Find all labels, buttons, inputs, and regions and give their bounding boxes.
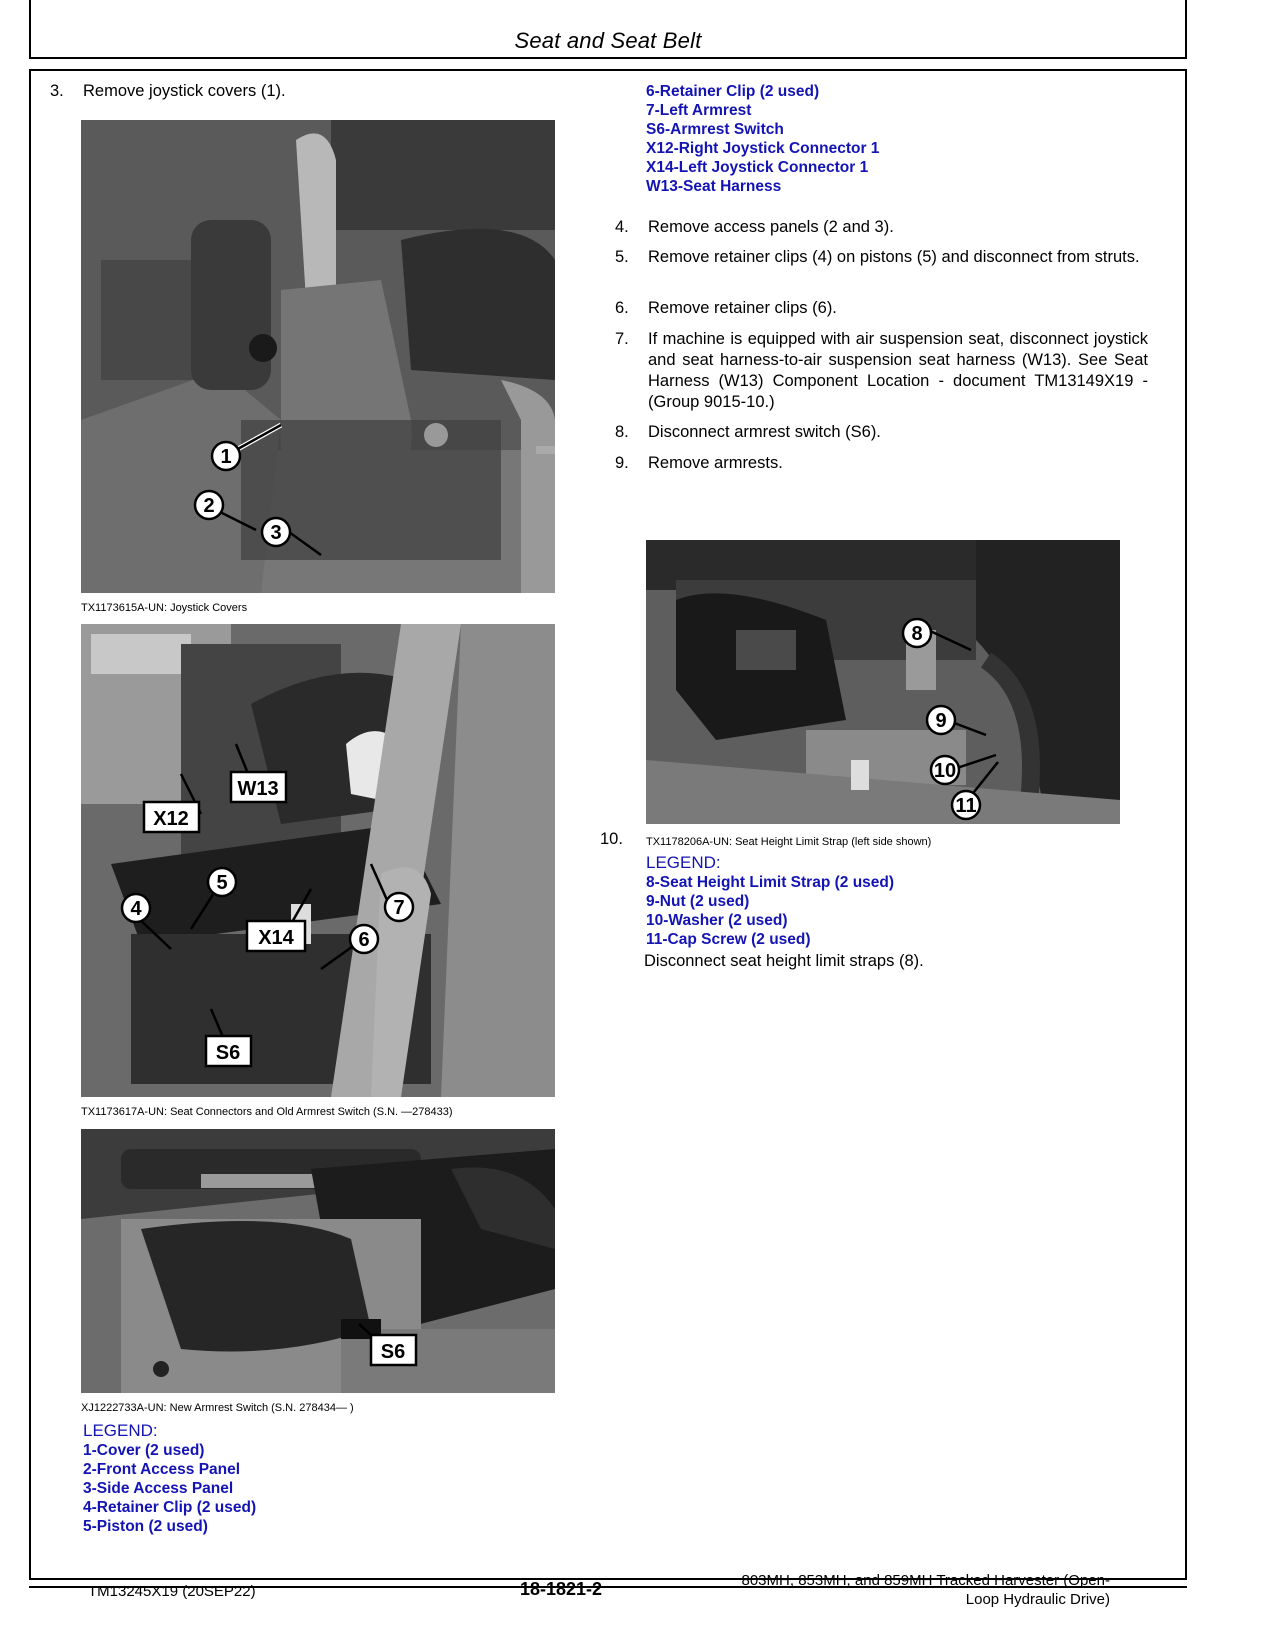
callout-8-label: 8 [911,623,923,645]
callout-x12-label: X12 [153,808,189,830]
seat-connectors-photo [81,624,555,1097]
page-title: Seat and Seat Belt [514,28,702,53]
step-7 [615,329,1150,415]
step-text: If machine is equipped with air suspension seat, disconnect joystick and seat harness-to-air suspension seat harness (W13). See Seat Harness (W13) Component Location - document TM13149X19 - (Group 9015-10.) [648,330,1148,411]
step-number: 4. [615,218,629,236]
legend-item: 3-Side Access Panel [83,1480,234,1497]
legend-item: X12-Right Joystick Connector 1 [646,140,880,157]
footer-machine-line1: 803MH, 853MH, and 859MH Tracked Harvester (Open- [741,1572,1110,1589]
legend-list-continued [646,82,1146,196]
callout-11-label: 11 [955,795,977,817]
step-6 [615,298,1150,320]
legend-item: 8-Seat Height Limit Strap (2 used) [646,874,895,891]
legend-heading: LEGEND: [646,853,721,872]
step-text: Remove joystick covers (1). [83,82,286,100]
step-3 [50,81,550,103]
callout-1-label: 1 [220,446,232,468]
step-9 [615,453,1150,475]
legend-item: 10-Washer (2 used) [646,912,788,929]
step-text: Disconnect armrest switch (S6). [648,423,881,441]
legend-heading: LEGEND: [83,1421,158,1440]
step-10-number: 10. [600,830,623,848]
figure-caption: TX1173617A-UN: Seat Connectors and Old Armrest Switch (S.N. —278433) [81,1106,453,1118]
step-text: Remove retainer clips (4) on pistons (5) and disconnect from struts. [648,248,1140,266]
step-number: 8. [615,423,629,441]
callout-7-label: 7 [393,897,405,919]
figure-caption: XJ1222733A-UN: New Armrest Switch (S.N. 278434— ) [81,1402,354,1414]
step-10-text: Disconnect seat height limit straps (8). [644,952,924,970]
callout-s6-label: S6 [380,1341,406,1363]
callout-x14-label: X14 [258,927,294,949]
step-number: 5. [615,248,629,266]
step-5 [615,247,1150,291]
legend-item: 9-Nut (2 used) [646,893,750,910]
footer-machine-title [690,1571,1110,1609]
footer-doc-id: TM13245X19 (20SEP22) [88,1583,256,1600]
callout-5-label: 5 [216,872,228,894]
figure-caption: TX1178206A-UN: Seat Height Limit Strap (left side shown) [646,836,932,848]
legend-item: 2-Front Access Panel [83,1461,241,1478]
legend-item: X14-Left Joystick Connector 1 [646,159,869,176]
step-number: 9. [615,454,629,472]
callout-10-label: 10 [933,760,957,782]
callout-9-label: 9 [935,710,947,732]
callout-3-label: 3 [270,522,282,544]
step-number: 3. [50,82,64,100]
legend-item: 7-Left Armrest [646,102,752,119]
callout-w13-label: W13 [237,778,279,800]
footer-page-number: 18-1821-2 [520,1579,603,1599]
legend-item: 4-Retainer Clip (2 used) [83,1499,257,1516]
callout-2-label: 2 [203,495,215,517]
new-armrest-switch-photo [81,1129,555,1393]
figure-caption: TX1173615A-UN: Joystick Covers [81,602,248,614]
step-text: Remove access panels (2 and 3). [648,218,894,236]
legend-item: S6-Armrest Switch [646,121,784,138]
legend-item: 5-Piston (2 used) [83,1518,208,1535]
step-number: 6. [615,299,629,317]
legend-list [646,873,1146,949]
legend-item: 6-Retainer Clip (2 used) [646,83,820,100]
footer-machine-line2: Loop Hydraulic Drive) [965,1591,1110,1608]
joystick-covers-photo [81,120,555,593]
step-4 [615,217,1150,239]
legend-list [83,1441,483,1536]
step-number: 7. [615,330,629,348]
step-8 [615,422,1150,444]
step-text: Remove armrests. [648,454,783,472]
step-text: Remove retainer clips (6). [648,299,837,317]
seat-height-limit-strap-photo [646,540,1120,824]
legend-item: 11-Cap Screw (2 used) [646,931,811,948]
legend-item: W13-Seat Harness [646,178,782,195]
callout-4-label: 4 [130,898,142,920]
legend-item: 1-Cover (2 used) [83,1442,205,1459]
callout-s6-label: S6 [215,1042,241,1064]
callout-6-label: 6 [358,929,370,951]
